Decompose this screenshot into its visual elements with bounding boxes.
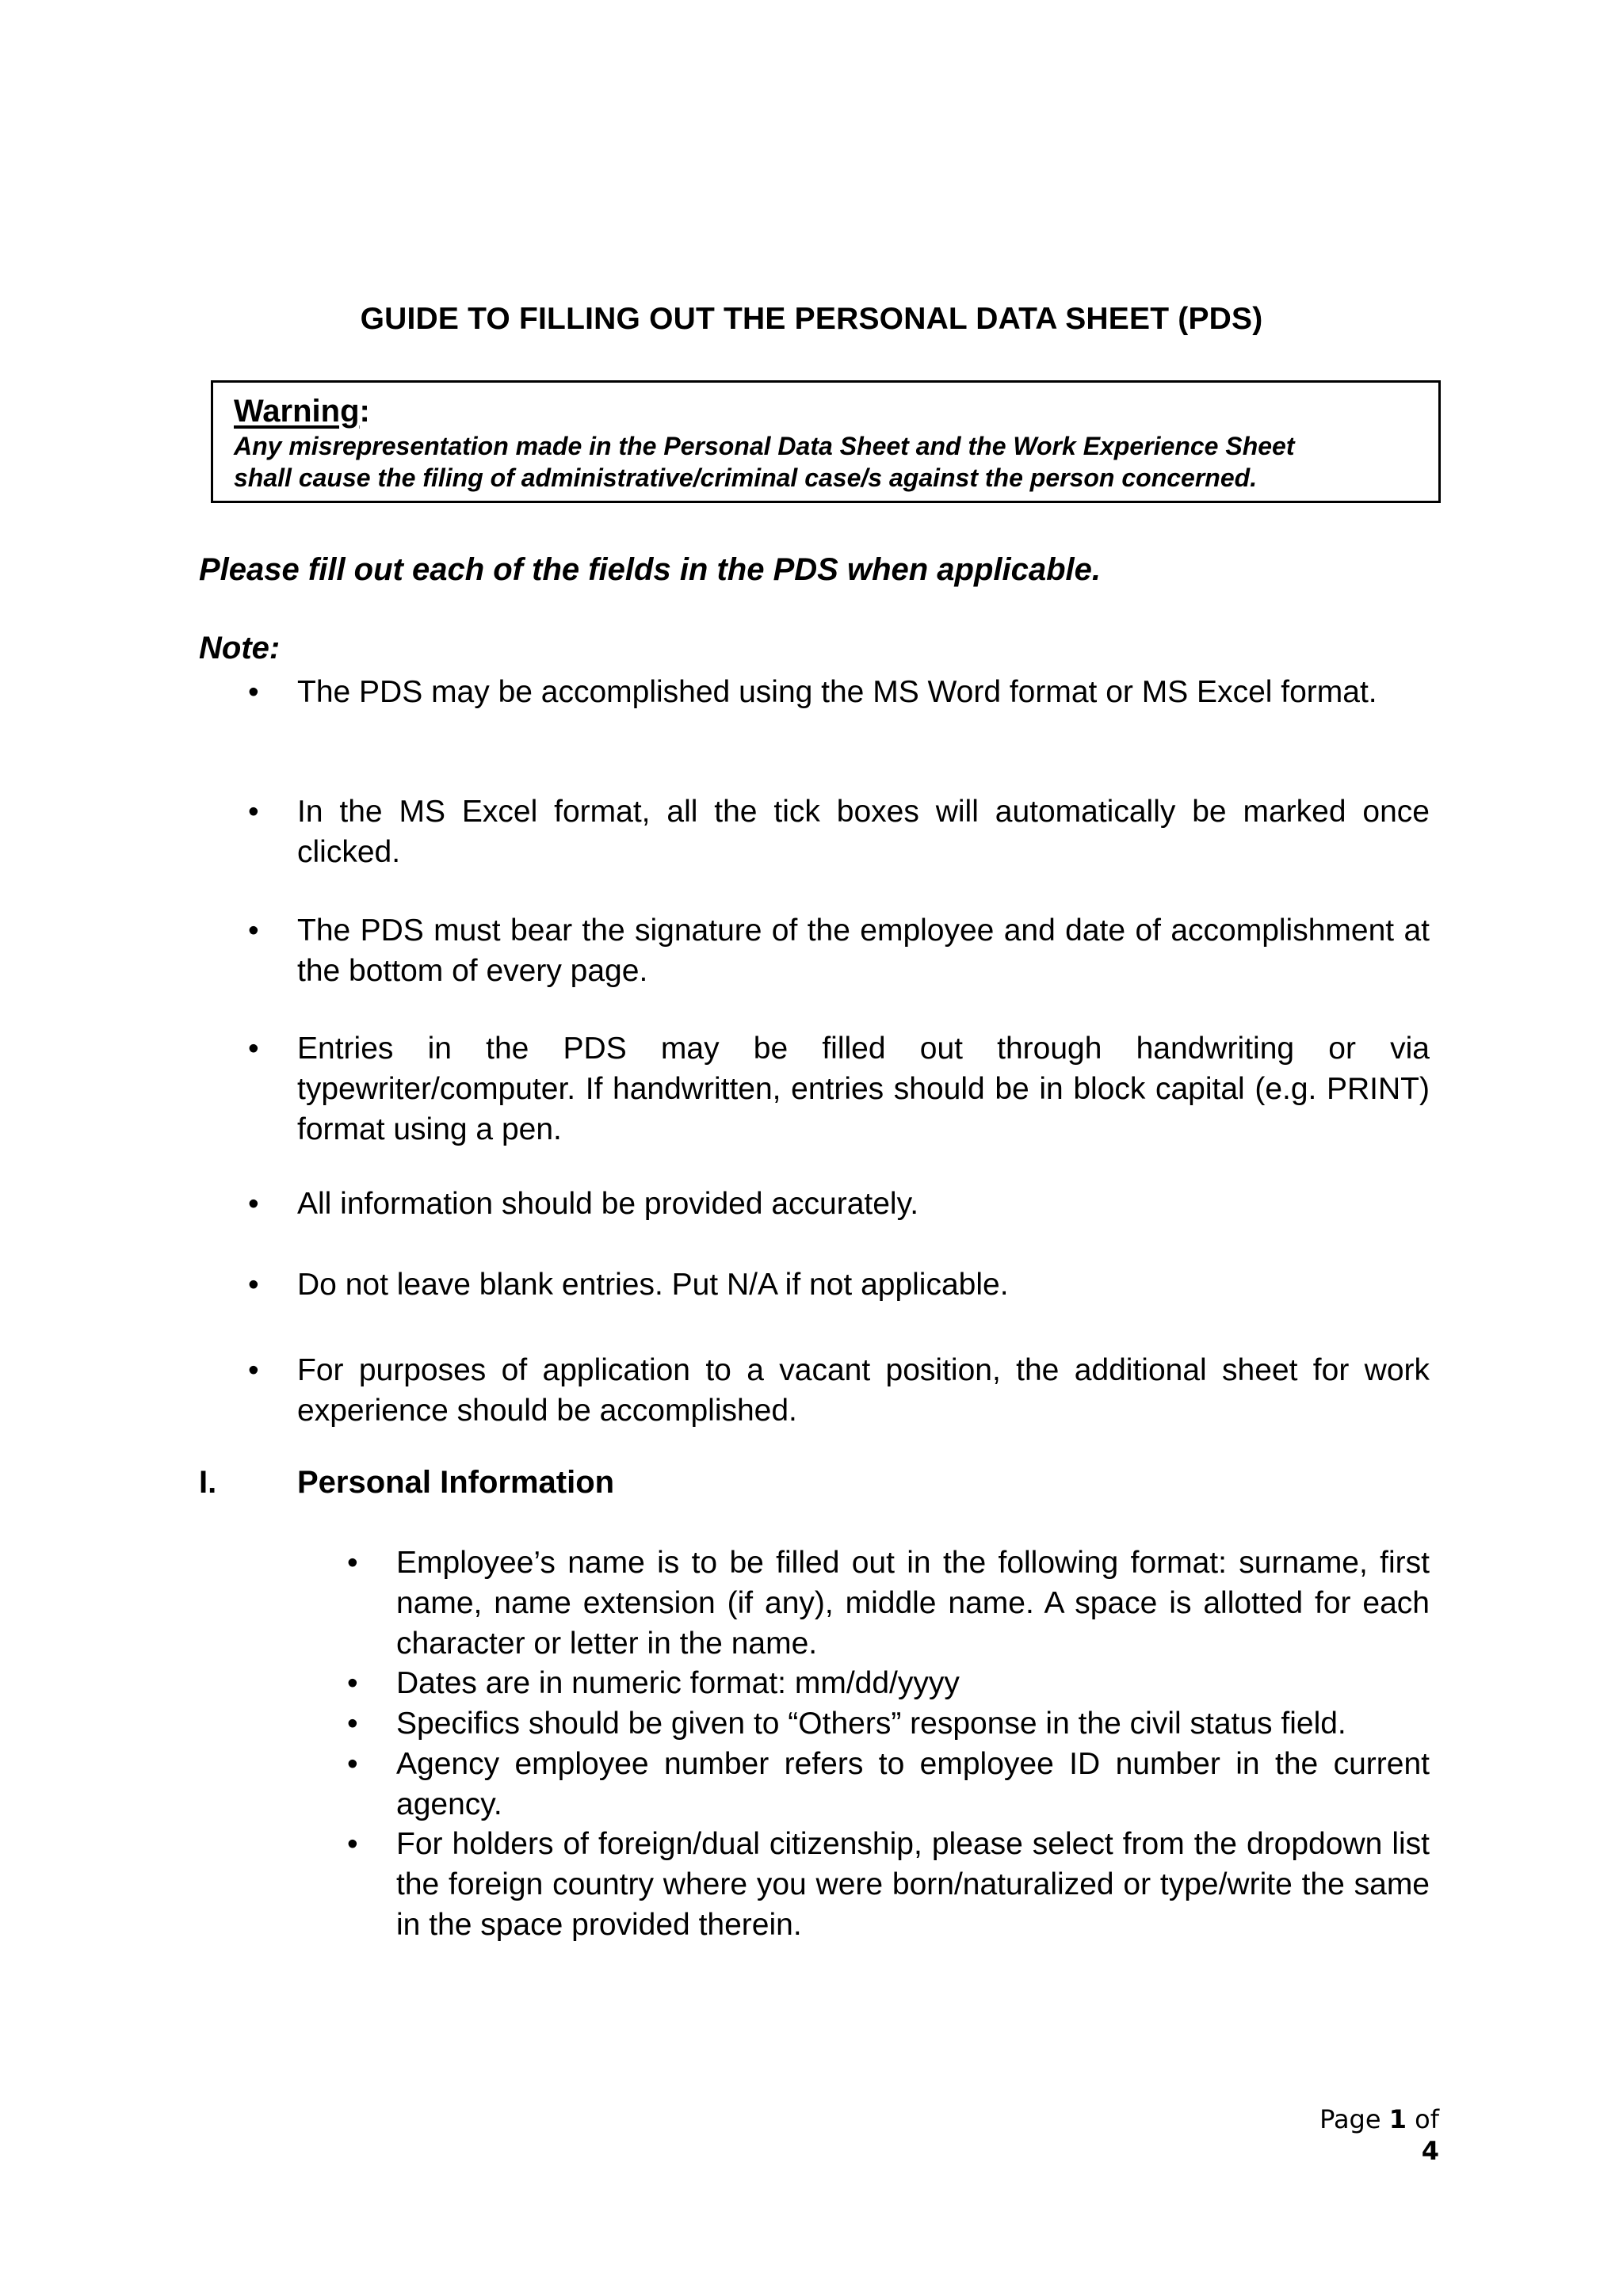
bullet-icon: • xyxy=(347,1707,358,1741)
section-title: Personal Information xyxy=(297,1465,615,1500)
fill-out-instruction: Please fill out each of the fields in the PDS when applicable. xyxy=(199,552,1102,587)
bullet-icon: • xyxy=(248,1032,259,1066)
total-page-count: 4 xyxy=(1421,2136,1439,2166)
bullet-icon: • xyxy=(347,1747,358,1781)
warning-heading-colon: : xyxy=(359,394,370,429)
note-item-text: In the MS Excel format, all the tick boxes will automatically be marked once clicked. xyxy=(297,795,1430,869)
personal-info-item-text: Agency employee number refers to employee ID number in the current agency. xyxy=(396,1747,1430,1821)
warning-text-line-1: Any misrepresentation made in the Personal Data Sheet and the Work Experience Sheet xyxy=(234,432,1295,460)
note-item-text: The PDS may be accomplished using the MS Word format or MS Excel format. xyxy=(297,675,1377,709)
page-word: Page xyxy=(1319,2104,1381,2134)
bullet-icon: • xyxy=(248,913,259,948)
page-number xyxy=(1296,2103,1439,2167)
note-item-text: The PDS must bear the signature of the employee and date of accomplishment at the bottom of every page. xyxy=(297,913,1430,988)
personal-info-item-text: Dates are in numeric format: mm/dd/yyyy xyxy=(396,1666,960,1700)
bullet-icon: • xyxy=(248,675,259,709)
warning-heading-label: Warning xyxy=(234,394,360,429)
current-page-number: 1 xyxy=(1388,2104,1407,2134)
warning-box xyxy=(211,380,1441,503)
personal-info-item-text: Employee’s name is to be filled out in the following format: surname, first name, name extension (if any), middle name. A space is allotted for each character or letter in the name. xyxy=(396,1546,1430,1661)
note-item-text: Entries in the PDS may be filled out through handwriting or via typewriter/computer. If handwritten, entries should be in block capital (e.g. PRINT) format using a pen. xyxy=(297,1032,1430,1146)
personal-info-item-text: For holders of foreign/dual citizenship, please select from the dropdown list the foreign country where you were born/naturalized or type/write the same in the space provided therein. xyxy=(396,1827,1430,1942)
section-number: I. xyxy=(199,1465,217,1500)
bullet-icon: • xyxy=(248,1268,259,1302)
bullet-icon: • xyxy=(347,1827,358,1861)
bullet-icon: • xyxy=(248,1187,259,1221)
bullet-icon: • xyxy=(248,1353,259,1387)
note-item-text: For purposes of application to a vacant position, the additional sheet for work experience should be accomplished. xyxy=(297,1353,1430,1428)
bullet-icon: • xyxy=(248,795,259,829)
of-word: of xyxy=(1415,2104,1439,2134)
warning-text-line-2: shall cause the filing of administrative/criminal case/s against the person concerned. xyxy=(234,463,1258,492)
bullet-icon: • xyxy=(347,1546,358,1580)
note-label: Note: xyxy=(199,631,281,666)
warning-heading xyxy=(234,392,1438,430)
note-item-text: All information should be provided accurately. xyxy=(297,1187,919,1221)
document-title: GUIDE TO FILLING OUT THE PERSONAL DATA SHEET (PDS) xyxy=(360,302,1263,336)
note-item-text: Do not leave blank entries. Put N/A if not applicable. xyxy=(297,1268,1009,1302)
personal-info-item-text: Specifics should be given to “Others” response in the civil status field. xyxy=(396,1707,1346,1741)
bullet-icon: • xyxy=(347,1666,358,1700)
